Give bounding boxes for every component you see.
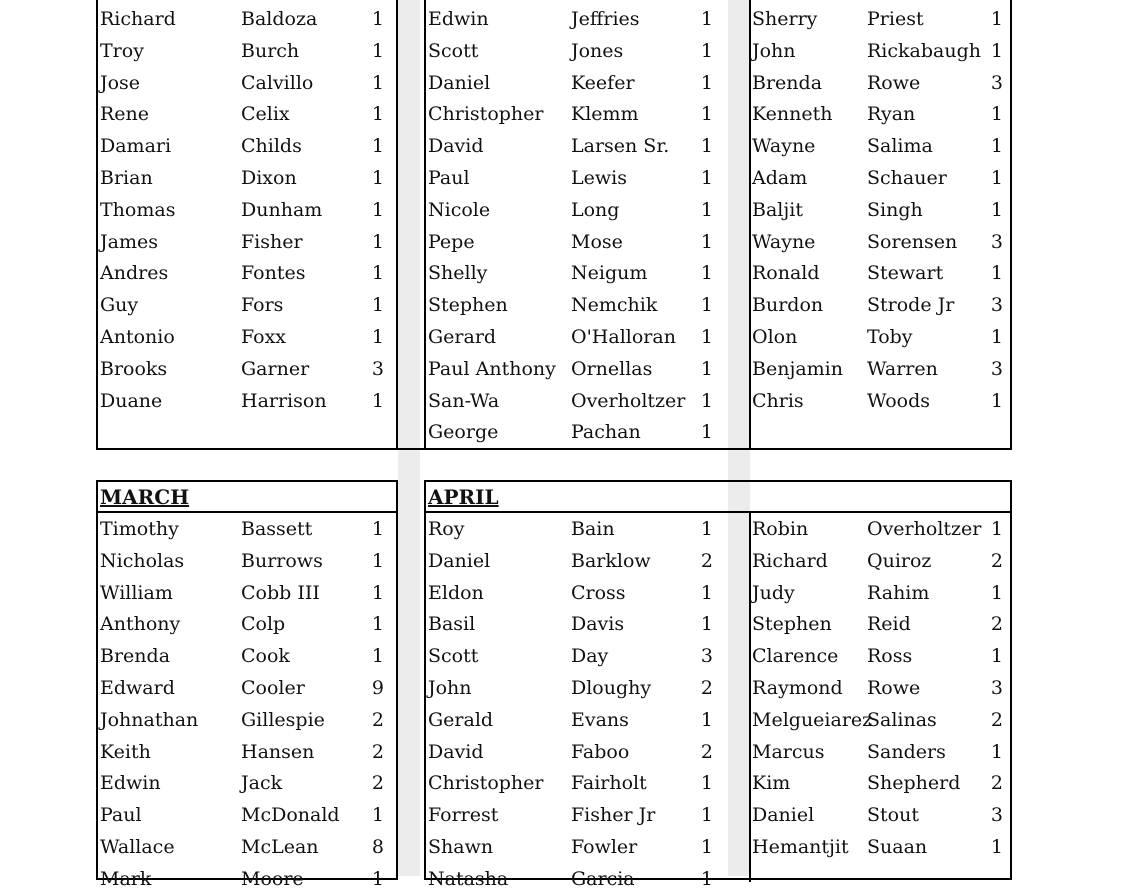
cell-last-name: Garcia (571, 867, 635, 890)
cell-last-name: Toby (867, 326, 913, 348)
cell-last-name: Klemm (571, 103, 639, 126)
cell-first-name: Edward (100, 677, 175, 699)
cell-first-name: Chris (752, 389, 804, 412)
cell-last-name: Fors (241, 294, 284, 317)
cell-first-name: Mark (100, 867, 152, 890)
cell-count: 2 (371, 772, 384, 795)
cell-first-name: Melgueiarez (752, 708, 873, 731)
cell-first-name: Christopher (428, 772, 544, 795)
cell-count: 1 (700, 357, 713, 380)
cell-count: 1 (700, 581, 713, 604)
cell-first-name: Richard (100, 8, 176, 30)
cell-first-name: Brenda (100, 645, 171, 668)
april-divider (749, 512, 751, 882)
cell-first-name: Rene (100, 103, 150, 126)
cell-last-name: Hansen (241, 740, 315, 763)
cell-first-name: Paul (428, 167, 470, 189)
cell-last-name: McDonald (241, 804, 340, 827)
cell-first-name: Keith (100, 740, 151, 763)
cell-last-name: Suaan (867, 836, 928, 858)
cell-last-name: Foxx (241, 326, 287, 348)
cell-count: 1 (700, 39, 713, 62)
cell-count: 1 (700, 613, 713, 636)
cell-count: 1 (990, 581, 1003, 604)
cell-last-name: Fowler (571, 836, 638, 858)
cell-first-name: Hemantjit (752, 836, 849, 858)
cell-last-name: Fairholt (571, 772, 647, 795)
cell-last-name: Strode Jr (867, 294, 955, 317)
cell-last-name: Fisher (241, 230, 303, 253)
cell-last-name: Stout (867, 804, 919, 827)
cell-first-name: Wallace (100, 836, 175, 858)
cell-first-name: David (428, 740, 484, 763)
cell-first-name: Judy (752, 581, 795, 604)
cell-last-name: Priest (867, 8, 924, 30)
cell-last-name: Warren (867, 357, 938, 380)
cell-count: 1 (990, 39, 1003, 62)
cell-last-name: Moore (241, 867, 304, 890)
cell-count: 1 (371, 645, 384, 668)
cell-count: 3 (990, 294, 1003, 317)
cell-last-name: Salinas (867, 708, 937, 731)
cell-first-name: Pepe (428, 230, 475, 253)
cell-last-name: Bassett (241, 518, 313, 540)
cell-first-name: Brian (100, 167, 153, 189)
cell-first-name: George (428, 421, 499, 444)
cell-count: 2 (371, 708, 384, 731)
cell-first-name: Anthony (100, 613, 181, 636)
cell-count: 1 (371, 135, 384, 158)
cell-last-name: Quiroz (867, 549, 932, 572)
cell-last-name: Reid (867, 613, 911, 636)
cell-first-name: Adam (752, 167, 808, 189)
cell-last-name: Cooler (241, 677, 305, 699)
cell-count: 2 (990, 613, 1003, 636)
cell-first-name: Paul (100, 804, 142, 827)
cell-first-name: William (100, 581, 173, 604)
cell-last-name: Lewis (571, 167, 627, 189)
cell-last-name: Singh (867, 198, 923, 221)
cell-last-name: Dixon (241, 167, 297, 189)
cell-count: 9 (371, 677, 384, 699)
cell-last-name: McLean (241, 836, 319, 858)
cell-last-name: Larsen Sr. (571, 135, 670, 158)
cell-first-name: Troy (100, 39, 144, 62)
cell-count: 1 (700, 326, 713, 348)
cell-last-name: Faboo (571, 740, 630, 763)
cell-last-name: Rickabaugh (867, 39, 981, 62)
cell-first-name: Raymond (752, 677, 843, 699)
cell-first-name: Daniel (752, 804, 815, 827)
cell-count: 1 (371, 71, 384, 94)
cell-last-name: Davis (571, 613, 625, 636)
cell-last-name: Day (571, 645, 609, 668)
cell-first-name: Stephen (428, 294, 508, 317)
cell-count: 3 (990, 230, 1003, 253)
cell-first-name: Eldon (428, 581, 484, 604)
cell-count: 3 (990, 71, 1003, 94)
cell-first-name: Gerald (428, 708, 494, 731)
cell-count: 1 (700, 230, 713, 253)
cell-first-name: Olon (752, 326, 798, 348)
cell-first-name: Forrest (428, 804, 499, 827)
cell-count: 1 (990, 326, 1003, 348)
cell-count: 1 (700, 518, 713, 540)
cell-last-name: Childs (241, 135, 302, 158)
cell-count: 1 (700, 167, 713, 189)
cell-first-name: Baljit (752, 198, 803, 221)
cell-first-name: Edwin (428, 8, 489, 30)
cell-count: 1 (700, 135, 713, 158)
cell-count: 1 (371, 230, 384, 253)
cell-last-name: Dunham (241, 198, 323, 221)
cell-last-name: Burrows (241, 549, 323, 572)
cell-first-name: Damari (100, 135, 172, 158)
cell-first-name: Guy (100, 294, 139, 317)
april-title: APRIL (428, 485, 499, 509)
cell-count: 1 (700, 103, 713, 126)
cell-first-name: Gerard (428, 326, 497, 348)
cell-count: 1 (371, 39, 384, 62)
cell-last-name: Shepherd (867, 772, 961, 795)
cell-last-name: Baldoza (241, 8, 318, 30)
cell-count: 3 (990, 804, 1003, 827)
cell-count: 1 (990, 518, 1003, 540)
cell-count: 1 (990, 645, 1003, 668)
cell-count: 2 (371, 740, 384, 763)
cell-count: 1 (990, 389, 1003, 412)
cell-last-name: Dloughy (571, 677, 652, 699)
cell-last-name: Woods (867, 389, 931, 412)
cell-count: 1 (990, 167, 1003, 189)
cell-first-name: David (428, 135, 484, 158)
cell-last-name: Jeffries (571, 8, 640, 30)
cell-first-name: Andres (100, 262, 169, 285)
cell-count: 1 (700, 8, 713, 30)
cell-count: 1 (700, 294, 713, 317)
cell-count: 1 (371, 326, 384, 348)
cell-count: 1 (990, 103, 1003, 126)
cell-last-name: Bain (571, 518, 615, 540)
cell-last-name: Cobb III (241, 581, 320, 604)
cell-count: 3 (990, 357, 1003, 380)
cell-last-name: Schauer (867, 167, 947, 189)
cell-last-name: Rowe (867, 677, 921, 699)
cell-first-name: Kim (752, 772, 791, 795)
cell-first-name: John (752, 39, 796, 62)
cell-count: 1 (990, 8, 1003, 30)
cell-count: 1 (700, 867, 713, 890)
cell-last-name: Sanders (867, 740, 946, 763)
cell-count: 1 (700, 804, 713, 827)
march-title-underline (96, 511, 398, 513)
cell-count: 2 (990, 772, 1003, 795)
cell-last-name: Mose (571, 230, 623, 253)
cell-last-name: Colp (241, 613, 286, 636)
cell-first-name: Ronald (752, 262, 820, 285)
cell-last-name: Barklow (571, 549, 651, 572)
cell-first-name: Antonio (100, 326, 175, 348)
cell-last-name: Keefer (571, 71, 635, 94)
cell-last-name: Garner (241, 357, 310, 380)
cell-first-name: Basil (428, 613, 476, 636)
cell-last-name: Overholtzer (571, 389, 686, 412)
cell-count: 1 (990, 836, 1003, 858)
cell-first-name: Scott (428, 645, 479, 668)
cell-count: 3 (990, 677, 1003, 699)
cell-last-name: Rowe (867, 71, 921, 94)
cell-count: 1 (371, 167, 384, 189)
cell-count: 1 (700, 71, 713, 94)
cell-first-name: James (100, 230, 158, 253)
cell-first-name: Benjamin (752, 357, 843, 380)
cell-last-name: Calvillo (241, 71, 314, 94)
cell-last-name: Long (571, 198, 620, 221)
cell-first-name: Duane (100, 389, 163, 412)
cell-count: 1 (371, 613, 384, 636)
cell-first-name: Nicole (428, 198, 491, 221)
cell-last-name: Fisher Jr (571, 804, 656, 827)
cell-count: 1 (990, 740, 1003, 763)
cell-last-name: Ross (867, 645, 913, 668)
april-table-border (424, 480, 1012, 880)
cell-first-name: Roy (428, 518, 465, 540)
top-table-border (96, 0, 1012, 450)
cell-last-name: Harrison (241, 389, 327, 412)
cell-count: 1 (700, 421, 713, 444)
cell-last-name: Salima (867, 135, 933, 158)
cell-count: 2 (700, 549, 713, 572)
cell-first-name: Brooks (100, 357, 168, 380)
cell-count: 1 (371, 103, 384, 126)
top-divider-1 (396, 0, 398, 450)
cell-count: 1 (371, 8, 384, 30)
cell-count: 8 (371, 836, 384, 858)
cell-first-name: Nicholas (100, 549, 185, 572)
cell-last-name: Stewart (867, 262, 944, 285)
cell-count: 1 (990, 262, 1003, 285)
cell-count: 1 (700, 262, 713, 285)
cell-last-name: Fontes (241, 262, 306, 285)
april-title-underline (424, 511, 1012, 513)
cell-last-name: Celix (241, 103, 290, 126)
cell-count: 1 (700, 198, 713, 221)
cell-first-name: Stephen (752, 613, 832, 636)
cell-first-name: Clarence (752, 645, 839, 668)
cell-count: 1 (371, 198, 384, 221)
top-divider-2 (424, 0, 426, 450)
cell-first-name: Wayne (752, 135, 816, 158)
cell-count: 3 (700, 645, 713, 668)
cell-count: 1 (700, 389, 713, 412)
cell-first-name: Thomas (100, 198, 176, 221)
cell-first-name: Christopher (428, 103, 544, 126)
cell-count: 2 (990, 549, 1003, 572)
cell-first-name: Brenda (752, 71, 823, 94)
cell-first-name: Natasha (428, 867, 509, 890)
cell-count: 1 (371, 262, 384, 285)
cell-count: 1 (700, 772, 713, 795)
cell-count: 1 (371, 549, 384, 572)
cell-first-name: Sherry (752, 8, 818, 30)
cell-first-name: Johnathan (100, 708, 199, 731)
cell-count: 2 (990, 708, 1003, 731)
top-divider-3 (749, 0, 751, 450)
cell-last-name: Burch (241, 39, 300, 62)
cell-last-name: O'Halloran (571, 326, 676, 348)
cell-last-name: Ornellas (571, 357, 653, 380)
cell-first-name: Scott (428, 39, 479, 62)
cell-first-name: Burdon (752, 294, 824, 317)
cell-first-name: John (428, 677, 472, 699)
cell-last-name: Cross (571, 581, 626, 604)
cell-last-name: Pachan (571, 421, 641, 444)
cell-last-name: Jones (571, 39, 624, 62)
cell-first-name: Edwin (100, 772, 161, 795)
cell-count: 1 (371, 867, 384, 890)
cell-count: 1 (371, 294, 384, 317)
cell-count: 1 (700, 708, 713, 731)
cell-first-name: Daniel (428, 549, 491, 572)
cell-last-name: Overholtzer (867, 518, 982, 540)
cell-last-name: Gillespie (241, 708, 325, 731)
cell-last-name: Nemchik (571, 294, 658, 317)
cell-first-name: Richard (752, 549, 828, 572)
cell-count: 1 (990, 198, 1003, 221)
cell-count: 1 (371, 518, 384, 540)
cell-first-name: San-Wa (428, 389, 500, 412)
cell-first-name: Kenneth (752, 103, 833, 126)
cell-last-name: Neigum (571, 262, 648, 285)
cell-count: 1 (990, 135, 1003, 158)
cell-count: 3 (371, 357, 384, 380)
cell-first-name: Timothy (100, 518, 179, 540)
cell-count: 1 (371, 389, 384, 412)
cell-first-name: Shawn (428, 836, 494, 858)
cell-first-name: Daniel (428, 71, 491, 94)
cell-count: 1 (371, 804, 384, 827)
cell-count: 1 (371, 581, 384, 604)
cell-count: 1 (700, 836, 713, 858)
cell-first-name: Robin (752, 518, 809, 540)
cell-first-name: Jose (100, 71, 141, 94)
cell-last-name: Evans (571, 708, 629, 731)
cell-first-name: Paul Anthony (428, 357, 556, 380)
march-title: MARCH (100, 485, 190, 509)
cell-first-name: Shelly (428, 262, 488, 285)
cell-last-name: Ryan (867, 103, 916, 126)
cell-last-name: Cook (241, 645, 290, 668)
cell-first-name: Wayne (752, 230, 816, 253)
cell-last-name: Rahim (867, 581, 930, 604)
cell-first-name: Marcus (752, 740, 825, 763)
cell-last-name: Jack (241, 772, 283, 795)
cell-count: 2 (700, 677, 713, 699)
cell-count: 2 (700, 740, 713, 763)
cell-last-name: Sorensen (867, 230, 958, 253)
